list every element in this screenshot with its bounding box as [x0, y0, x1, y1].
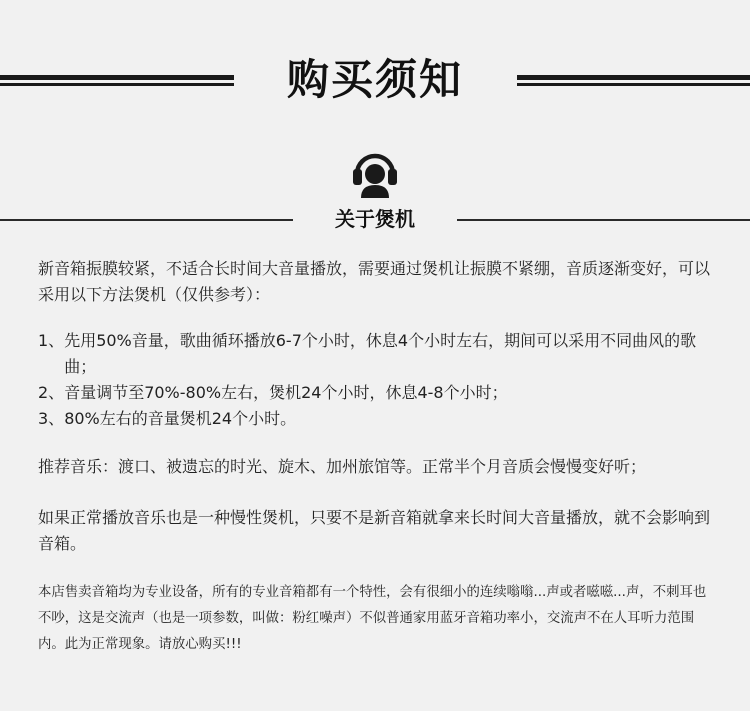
page-title: 购买须知: [286, 55, 463, 104]
music-recommendation: 推荐音乐：渡口、被遗忘的时光、旋木、加州旅馆等。正常半个月音质会慢慢变好听；: [38, 457, 647, 476]
list-item: [38, 406, 716, 432]
step-text: 音量调节至70%-80%左右，煲机24个小时，休息4-8个小时；: [64, 383, 508, 402]
step-number: 1、: [38, 331, 65, 350]
section-divider-left: [0, 219, 293, 221]
section-divider-right: [457, 219, 750, 221]
header-bars-right: [517, 75, 750, 88]
step-number: 3、: [38, 409, 65, 428]
page-header: [0, 48, 750, 112]
headphones-person-icon: [349, 150, 401, 198]
header-bars-left: [0, 75, 234, 88]
intro-paragraph: 新音箱振膜较紧，不适合长时间大音量播放，需要通过煲机让振膜不紧绷，音质逐渐变好，可以采用以下方法煲机（仅供参考）：: [38, 259, 711, 304]
steps-list: [38, 328, 716, 432]
list-item: [38, 380, 716, 406]
step-number: 2、: [38, 383, 65, 402]
store-note: 本店售卖音箱均为专业设备，所有的专业音箱都有一个特性，会有很细小的连续嗡嗡...声或者嗞嗞...声，不刺耳也不吵，这是交流声（也是一项参数，叫做：粉红噪声）不似普通家用蓝牙音箱功率小，交流声不在人耳听力范围内。此为正常现象。请放心购买!!!: [38, 585, 707, 652]
section-title: 关于煲机: [335, 207, 415, 231]
conclusion-paragraph: 如果正常播放音乐也是一种慢性煲机，只要不是新音箱就拿来长时间大音量播放，就不会影响到音箱。: [38, 508, 711, 553]
content-body: [38, 256, 716, 658]
step-text: 80%左右的音量煲机24个小时。: [64, 409, 297, 428]
list-item: [38, 328, 716, 380]
step-text: 先用50%音量，歌曲循环播放6-7个小时，休息4个小时左右，期间可以采用不同曲风的歌曲；: [64, 331, 697, 376]
